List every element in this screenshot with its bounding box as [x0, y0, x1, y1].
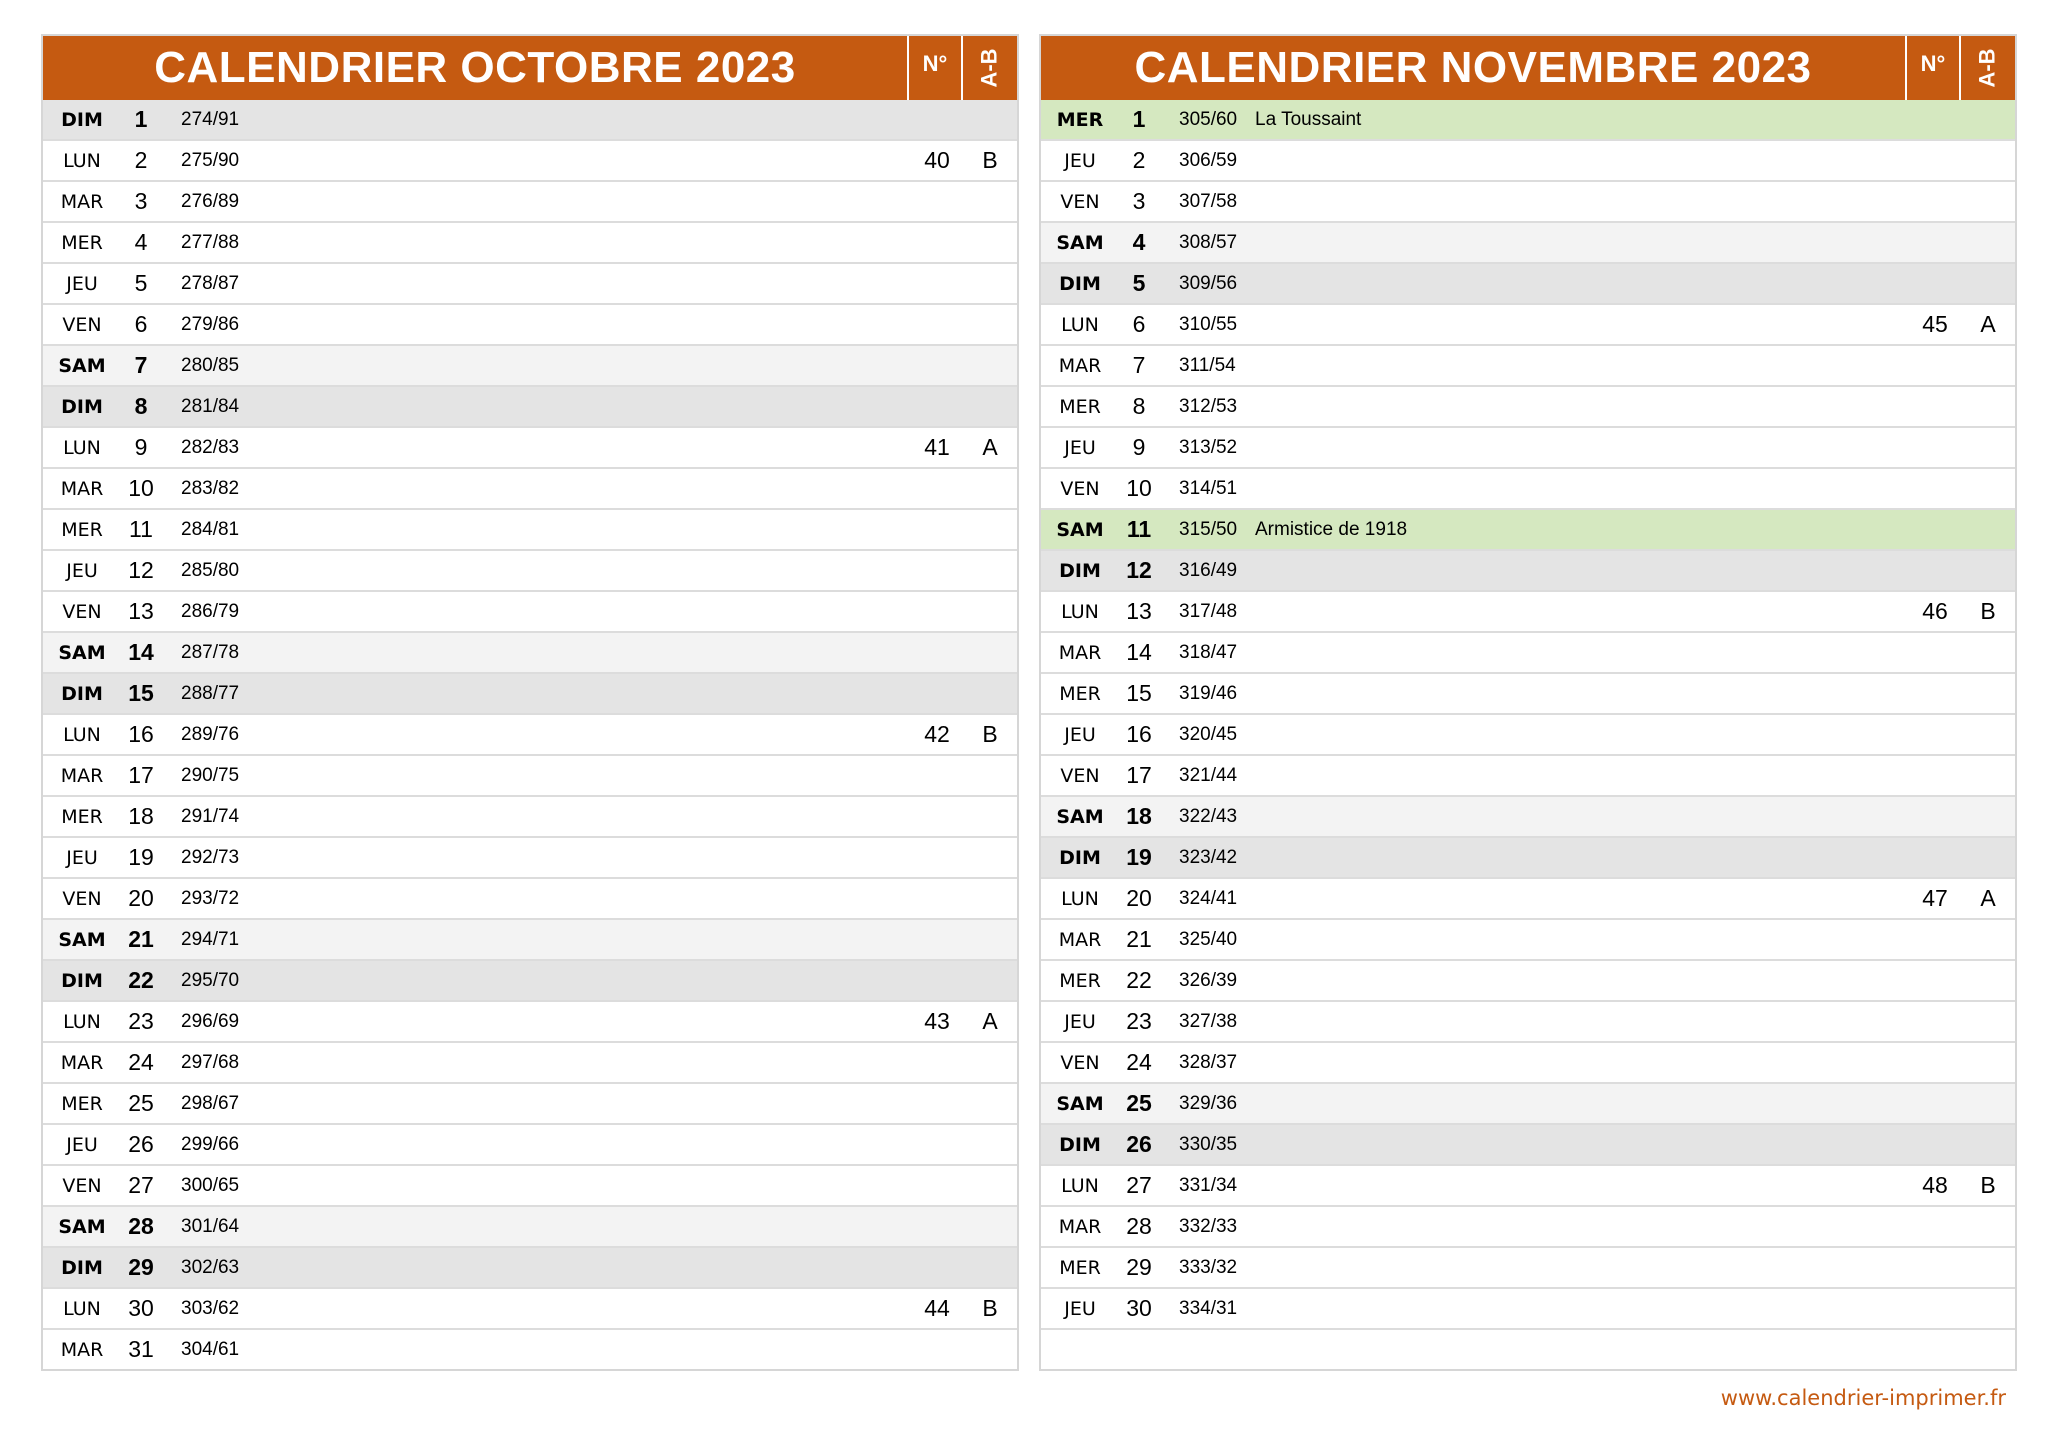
day-number: 29 [128, 1254, 154, 1280]
footer-website-link[interactable]: www.calendrier-imprimer.fr [1720, 1386, 2006, 1410]
day-number: 10 [128, 475, 154, 501]
day-row [43, 672, 1017, 713]
day-name: JEU [66, 272, 98, 295]
day-row [43, 795, 1017, 836]
day-number: 10 [1126, 475, 1152, 501]
day-number: 24 [1126, 1049, 1152, 1075]
day-name: JEU [66, 846, 98, 869]
day-name: MAR [60, 1051, 104, 1074]
ab-week-label: B [982, 721, 998, 747]
day-number: 5 [1132, 270, 1146, 296]
day-number: 13 [128, 598, 154, 624]
day-number: 18 [128, 803, 154, 829]
ab-column-header: A-B [961, 36, 1017, 100]
day-row [43, 100, 1017, 139]
day-name: SAM [58, 1215, 106, 1238]
day-count: 290/75 [181, 764, 240, 786]
day-row [43, 467, 1017, 508]
day-number: 2 [134, 147, 148, 173]
day-name: VEN [62, 600, 102, 623]
ab-column-header: A-B [1959, 36, 2015, 100]
day-name: JEU [1064, 723, 1096, 746]
day-row [1041, 672, 2015, 713]
day-row [43, 1287, 1017, 1328]
day-row [1041, 303, 2015, 344]
day-name: MER [61, 805, 103, 828]
day-count: 329/36 [1179, 1092, 1238, 1114]
day-count: 298/67 [181, 1092, 240, 1114]
week-number: 41 [924, 434, 950, 460]
day-number: 29 [1126, 1254, 1152, 1280]
day-name: LUN [63, 149, 101, 172]
day-number: 23 [1126, 1008, 1152, 1034]
day-row [43, 385, 1017, 426]
day-row [43, 426, 1017, 467]
day-number: 8 [1132, 393, 1146, 419]
day-count: 312/53 [1179, 395, 1238, 417]
day-count: 275/90 [181, 149, 240, 171]
day-count: 308/57 [1179, 231, 1238, 253]
day-row [1041, 631, 2015, 672]
day-row [43, 139, 1017, 180]
day-count: 282/83 [181, 436, 240, 458]
day-count: 285/80 [181, 559, 240, 581]
ab-week-label: B [982, 1295, 998, 1321]
day-row [43, 1328, 1017, 1369]
ab-week-label: B [982, 147, 998, 173]
day-count: 316/49 [1179, 559, 1238, 581]
day-row [43, 754, 1017, 795]
day-row [43, 959, 1017, 1000]
day-count: 276/89 [181, 190, 240, 212]
day-name: MAR [1058, 928, 1102, 951]
day-count: 325/40 [1179, 928, 1238, 950]
day-count: 284/81 [181, 518, 240, 540]
week-number: 46 [1922, 598, 1948, 624]
day-name: MAR [1058, 354, 1102, 377]
week-number: 42 [924, 721, 950, 747]
day-number: 20 [128, 885, 154, 911]
week-number: 43 [924, 1008, 950, 1034]
day-number: 3 [1132, 188, 1146, 214]
day-row [43, 590, 1017, 631]
day-name: MER [1059, 969, 1101, 992]
day-number: 7 [134, 352, 148, 378]
day-name: JEU [1064, 1297, 1096, 1320]
day-count: 326/39 [1179, 969, 1238, 991]
day-name: JEU [1064, 436, 1096, 459]
day-name: VEN [1060, 190, 1100, 213]
day-row [43, 1041, 1017, 1082]
day-count: 318/47 [1179, 641, 1238, 663]
day-name: JEU [1064, 1010, 1096, 1033]
day-row [1041, 180, 2015, 221]
week-number-column-header: N° [1905, 36, 1959, 100]
day-row [1041, 385, 2015, 426]
day-count: 301/64 [181, 1215, 240, 1237]
day-row [43, 1123, 1017, 1164]
calendar-october [41, 34, 1019, 1371]
day-number: 19 [1126, 844, 1152, 870]
day-name: MER [61, 1092, 103, 1115]
day-count: 293/72 [181, 887, 240, 909]
day-name: SAM [58, 928, 106, 951]
ab-week-label: A [982, 1008, 998, 1034]
day-count: 334/31 [1179, 1297, 1238, 1319]
day-count: 311/54 [1179, 354, 1236, 376]
day-name: JEU [66, 559, 98, 582]
day-count: 319/46 [1179, 682, 1238, 704]
day-count: 303/62 [181, 1297, 240, 1319]
day-row [43, 1082, 1017, 1123]
day-name: SAM [58, 354, 106, 377]
day-row [1041, 1000, 2015, 1041]
ab-week-label: B [1980, 1172, 1996, 1198]
day-name: MER [61, 231, 103, 254]
day-name: MER [61, 518, 103, 541]
day-count: 333/32 [1179, 1256, 1238, 1278]
day-count: 310/55 [1179, 313, 1238, 335]
day-number: 1 [134, 106, 148, 132]
day-row [43, 303, 1017, 344]
day-number: 11 [129, 516, 153, 542]
day-name: LUN [63, 723, 101, 746]
day-name: LUN [63, 1010, 101, 1033]
day-row [43, 918, 1017, 959]
day-number: 21 [128, 926, 154, 952]
day-name: LUN [63, 1297, 101, 1320]
day-number: 3 [134, 188, 148, 214]
day-name: VEN [62, 1174, 102, 1197]
day-row [1041, 467, 2015, 508]
ab-week-label: A [1980, 885, 1996, 911]
day-count: 309/56 [1179, 272, 1238, 294]
day-number: 9 [134, 434, 148, 460]
day-name: MER [1056, 108, 1104, 131]
day-number: 4 [134, 229, 148, 255]
day-count: 278/87 [181, 272, 240, 294]
day-row [1041, 1164, 2015, 1205]
day-name: LUN [63, 436, 101, 459]
day-count: 304/61 [181, 1338, 240, 1360]
day-row [1041, 1246, 2015, 1287]
ab-week-label: B [1980, 598, 1996, 624]
day-number: 31 [128, 1336, 154, 1362]
day-row [1041, 508, 2015, 549]
day-number: 26 [1126, 1131, 1152, 1157]
week-number: 40 [924, 147, 950, 173]
day-name: SAM [58, 641, 106, 664]
day-number: 22 [128, 967, 154, 993]
day-count: 324/41 [1179, 887, 1238, 909]
day-number: 7 [1132, 352, 1146, 378]
day-name: LUN [1061, 887, 1099, 910]
day-row [1041, 1123, 2015, 1164]
day-count: 281/84 [181, 395, 240, 417]
day-name: DIM [1059, 559, 1101, 582]
day-number: 9 [1132, 434, 1146, 460]
day-row [1041, 426, 2015, 467]
day-row [1041, 590, 2015, 631]
ab-week-label: A [1980, 311, 1996, 337]
day-count: 306/59 [1179, 149, 1238, 171]
day-rows [43, 100, 1017, 1369]
week-number: 44 [924, 1295, 950, 1321]
day-count: 327/38 [1179, 1010, 1238, 1032]
day-number: 12 [1126, 557, 1152, 583]
day-row [43, 1000, 1017, 1041]
day-row [1041, 221, 2015, 262]
day-count: 287/78 [181, 641, 240, 663]
day-row [1041, 959, 2015, 1000]
day-row [43, 1164, 1017, 1205]
day-row [43, 836, 1017, 877]
day-row [1041, 918, 2015, 959]
day-number: 11 [1126, 516, 1152, 542]
day-number: 21 [1126, 926, 1152, 952]
day-name: DIM [1059, 1133, 1101, 1156]
day-row [43, 262, 1017, 303]
day-number: 23 [128, 1008, 154, 1034]
day-name: SAM [1056, 805, 1104, 828]
day-name: MER [1059, 682, 1101, 705]
week-number: 48 [1922, 1172, 1948, 1198]
day-row [1041, 877, 2015, 918]
day-name: MER [1059, 1256, 1101, 1279]
day-name: MER [1059, 395, 1101, 418]
day-number: 27 [128, 1172, 154, 1198]
week-number-column-header: N° [907, 36, 961, 100]
day-count: 302/63 [181, 1256, 240, 1278]
day-row [1041, 1082, 2015, 1123]
day-row [1041, 344, 2015, 385]
day-row [43, 180, 1017, 221]
day-count: 321/44 [1179, 764, 1238, 786]
day-number: 17 [128, 762, 154, 788]
calendar-header [1041, 36, 2015, 100]
day-number: 1 [1132, 106, 1146, 132]
day-name: MAR [60, 764, 104, 787]
day-name: VEN [62, 313, 102, 336]
day-row [43, 1246, 1017, 1287]
day-name: JEU [1064, 149, 1096, 172]
day-count: 292/73 [181, 846, 240, 868]
day-row [43, 508, 1017, 549]
day-row [1041, 100, 2015, 139]
day-name: VEN [1060, 764, 1100, 787]
day-name: LUN [1061, 1174, 1099, 1197]
day-count: 280/85 [181, 354, 240, 376]
day-count: 286/79 [181, 600, 240, 622]
day-count: 300/65 [181, 1174, 240, 1196]
day-number: 16 [1126, 721, 1152, 747]
day-number: 13 [1126, 598, 1152, 624]
day-row [43, 631, 1017, 672]
day-row [43, 713, 1017, 754]
day-count: 317/48 [1179, 600, 1238, 622]
day-name: VEN [1060, 477, 1100, 500]
day-number: 14 [1126, 639, 1152, 665]
day-name: DIM [61, 108, 103, 131]
day-name: DIM [61, 969, 103, 992]
day-number: 26 [128, 1131, 154, 1157]
day-row [1041, 836, 2015, 877]
day-row [1041, 1287, 2015, 1328]
day-number: 28 [1126, 1213, 1152, 1239]
day-name: JEU [66, 1133, 98, 1156]
day-name: MAR [60, 477, 104, 500]
day-count: 295/70 [181, 969, 240, 991]
day-row [43, 877, 1017, 918]
day-count: 297/68 [181, 1051, 240, 1073]
day-number: 27 [1126, 1172, 1152, 1198]
day-number: 24 [128, 1049, 154, 1075]
day-number: 20 [1126, 885, 1152, 911]
day-name: SAM [1056, 231, 1104, 254]
day-number: 2 [1132, 147, 1146, 173]
day-name: SAM [1056, 518, 1104, 541]
day-row [1041, 549, 2015, 590]
day-name: VEN [62, 887, 102, 910]
event-label: Armistice de 1918 [1255, 518, 1408, 540]
ab-week-label: A [982, 434, 998, 460]
day-name: DIM [1059, 846, 1101, 869]
day-number: 15 [128, 680, 154, 706]
day-count: 307/58 [1179, 190, 1238, 212]
day-count: 313/52 [1179, 436, 1238, 458]
day-count: 332/33 [1179, 1215, 1238, 1237]
day-number: 8 [134, 393, 148, 419]
week-number: 47 [1922, 885, 1948, 911]
day-name: MAR [1058, 641, 1102, 664]
calendar-title: CALENDRIER NOVEMBRE 2023 [1134, 43, 1812, 92]
day-count: 322/43 [1179, 805, 1238, 827]
day-count: 330/35 [1179, 1133, 1238, 1155]
day-number: 25 [1126, 1090, 1152, 1116]
day-name: LUN [1061, 600, 1099, 623]
calendar-november [1039, 34, 2017, 1371]
day-name: MAR [1058, 1215, 1102, 1238]
day-name: DIM [1059, 272, 1101, 295]
day-count: 296/69 [181, 1010, 240, 1032]
day-count: 288/77 [181, 682, 240, 704]
day-name: DIM [61, 1256, 103, 1279]
day-row [1041, 262, 2015, 303]
day-count: 279/86 [181, 313, 240, 335]
day-count: 289/76 [181, 723, 240, 745]
day-row [1041, 139, 2015, 180]
day-number: 6 [1132, 311, 1146, 337]
day-number: 14 [128, 639, 154, 665]
day-number: 19 [128, 844, 154, 870]
day-row [43, 549, 1017, 590]
day-number: 12 [128, 557, 154, 583]
day-count: 331/34 [1179, 1174, 1238, 1196]
day-row [1041, 754, 2015, 795]
day-number: 30 [1126, 1295, 1152, 1321]
day-number: 16 [128, 721, 154, 747]
event-label: La Toussaint [1255, 108, 1362, 130]
day-count: 294/71 [181, 928, 240, 950]
day-count: 291/74 [181, 805, 240, 827]
day-name: VEN [1060, 1051, 1100, 1074]
day-count: 328/37 [1179, 1051, 1238, 1073]
calendar-title: CALENDRIER OCTOBRE 2023 [154, 43, 796, 92]
day-count: 283/82 [181, 477, 240, 499]
day-number: 25 [128, 1090, 154, 1116]
day-name: DIM [61, 395, 103, 418]
day-number: 6 [134, 311, 148, 337]
day-rows [1041, 100, 2015, 1369]
day-row [43, 1205, 1017, 1246]
day-count: 323/42 [1179, 846, 1238, 868]
day-number: 30 [128, 1295, 154, 1321]
day-number: 4 [1132, 229, 1146, 255]
day-number: 22 [1126, 967, 1152, 993]
day-name: SAM [1056, 1092, 1104, 1115]
day-name: MAR [60, 1338, 104, 1361]
calendar-header [43, 36, 1017, 100]
day-name: DIM [61, 682, 103, 705]
day-name: LUN [1061, 313, 1099, 336]
day-row [1041, 795, 2015, 836]
day-number: 15 [1126, 680, 1152, 706]
day-number: 17 [1126, 762, 1152, 788]
day-count: 315/50 [1179, 518, 1238, 540]
day-row [1041, 1205, 2015, 1246]
day-count: 274/91 [181, 108, 240, 130]
day-row [1041, 713, 2015, 754]
day-count: 299/66 [181, 1133, 240, 1155]
day-count: 305/60 [1179, 108, 1238, 130]
day-row [43, 221, 1017, 262]
week-number: 45 [1922, 311, 1948, 337]
day-name: MAR [60, 190, 104, 213]
day-count: 320/45 [1179, 723, 1238, 745]
day-number: 28 [128, 1213, 154, 1239]
day-count: 314/51 [1179, 477, 1238, 499]
day-number: 18 [1126, 803, 1152, 829]
day-number: 5 [134, 270, 148, 296]
day-row [43, 344, 1017, 385]
day-row [1041, 1041, 2015, 1082]
day-count: 277/88 [181, 231, 240, 253]
empty-row [1041, 1328, 2015, 1369]
